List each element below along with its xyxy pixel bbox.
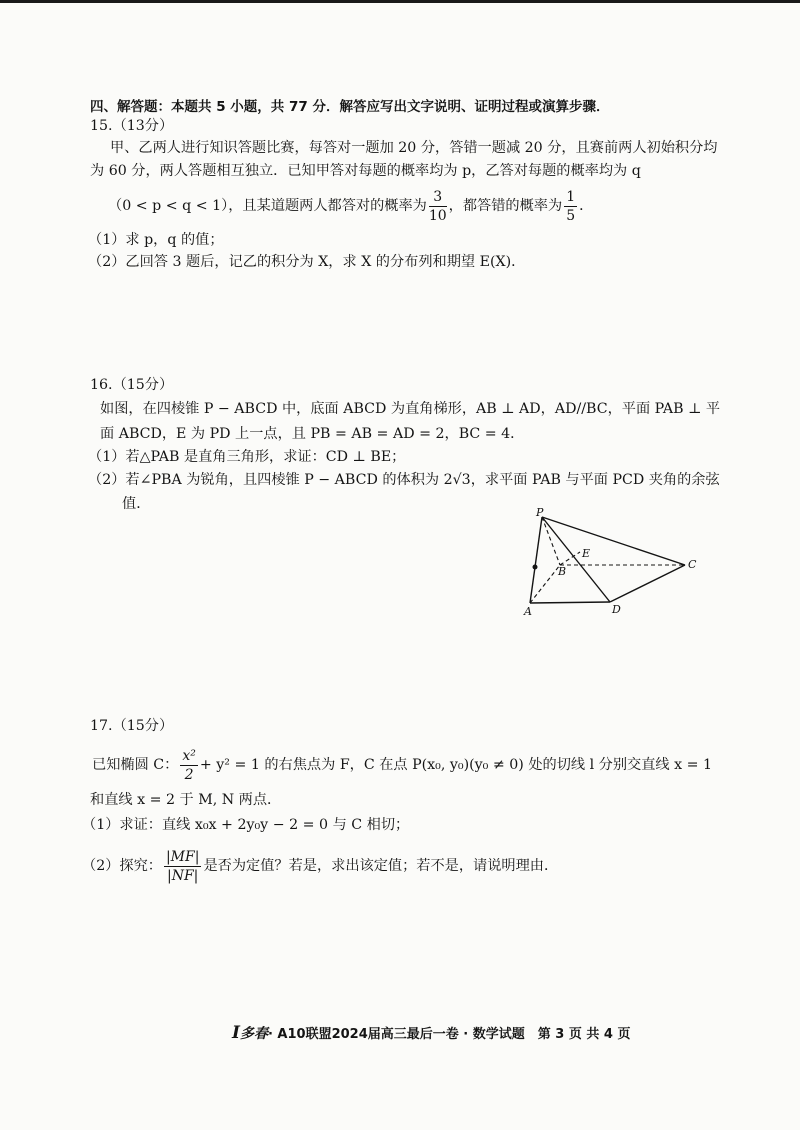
page-footer: [232, 1023, 630, 1043]
q15-line1: 甲、乙两人进行知识答题比赛，每答对一题加 20 分，答错一题减 20 分，且赛前两人初始积分均: [110, 140, 718, 156]
q17-part2-text-a: （2）探究：: [82, 858, 162, 874]
q17-line1-text-a: 已知椭圆 C：: [92, 757, 179, 773]
label-B: B: [558, 565, 567, 578]
edge-PB-hidden: [542, 517, 560, 565]
q17-line1: [92, 745, 712, 785]
logo-mark: Ⅰ: [232, 1023, 240, 1043]
edge-PC: [542, 517, 685, 565]
q16-line1: 如图，在四棱锥 P − ABCD 中，底面 ABCD 为直角梯形，AB ⊥ AD，AD//BC，平面 PAB ⊥ 平: [100, 401, 721, 417]
q16-part1: （1）若△PAB 是直角三角形，求证：CD ⊥ BE；: [88, 449, 406, 465]
q16-part2-line2: 值．: [122, 496, 151, 512]
q15-part1: （1）求 p，q 的值；: [88, 232, 224, 248]
q15-frac1-num: 3: [429, 190, 447, 207]
q15-line3-text-b: ，都答错的概率为: [448, 198, 563, 214]
label-A: A: [524, 605, 532, 618]
q15-line3: [108, 186, 593, 226]
label-P: P: [536, 506, 544, 519]
q15-part2: （2）乙回答 3 题后，记乙的积分为 X，求 X 的分布列和期望 E(X)．: [88, 254, 526, 270]
footer-text: · A10联盟2024届高三最后一卷 · 数学试题 第 3 页 共 4 页: [267, 1027, 631, 1042]
q17-line2: 和直线 x = 2 于 M, N 两点．: [90, 792, 282, 808]
q16-line2: 面 ABCD，E 为 PD 上一点，且 PB = AB = AD = 2，BC = 4．: [100, 426, 525, 442]
q16-number: 16.（15分）: [90, 377, 174, 393]
segment-BE-hidden: [560, 552, 580, 565]
q15-line3-text-c: ．: [579, 198, 594, 214]
q15-line3-text-a: （0 < p < q < 1），且某道题两人都答对的概率为: [108, 198, 427, 214]
q15-frac1-den: 10: [428, 207, 447, 224]
q15-frac2-num: 1: [566, 188, 576, 205]
ellipse-fraction: [180, 749, 198, 782]
ellipse-frac-num: x²: [182, 747, 196, 764]
mf-nf-ratio: [164, 850, 201, 883]
section-header: 四、解答题：本题共 5 小题，共 77 分．解答应写出文字说明、证明过程或演算步骤．: [90, 99, 610, 115]
label-D: D: [612, 603, 621, 616]
label-E: E: [582, 547, 591, 560]
q15-line2: 为 60 分，两人答题相互独立．已知甲答对每题的概率均为 p，乙答对每题的概率均为 q: [90, 163, 641, 179]
q17-part2-text-b: 是否为定值？若是，求出该定值；若不是，请说明理由．: [203, 858, 559, 874]
q17-line1-text-b: + y² = 1 的右焦点为 F，C 在点 P(x₀, y₀)(y₀ ≠ 0) 处的切线 l 分别交直线 x = 1: [199, 757, 713, 773]
q15-number: 15.（13分）: [90, 118, 174, 134]
edge-PD: [542, 517, 610, 602]
marker-dot: [533, 565, 538, 570]
page-top-edge: [0, 0, 800, 3]
q17-number: 17.（15分）: [90, 718, 174, 734]
edge-DC: [610, 565, 685, 602]
edge-AD: [530, 602, 610, 603]
ratio-den: |NF|: [167, 867, 199, 884]
label-C: C: [688, 558, 697, 571]
pyramid-figure: [520, 505, 720, 623]
q15-fraction-both-wrong: [564, 190, 577, 223]
q15-frac2-den: 5: [566, 207, 576, 224]
logo-text: 多春: [239, 1026, 268, 1042]
ratio-num: |MF|: [165, 848, 200, 865]
q17-part2: [82, 843, 558, 889]
ellipse-frac-den: 2: [184, 766, 194, 783]
q17-part1: （1）求证：直线 x₀x + 2y₀y − 2 = 0 与 C 相切；: [82, 817, 410, 833]
q16-part2-line1: （2）若∠PBA 为锐角，且四棱锥 P − ABCD 的体积为 2√3，求平面 PAB 与平面 PCD 夹角的余弦: [88, 472, 720, 488]
q15-fraction-both-correct: [429, 190, 447, 223]
